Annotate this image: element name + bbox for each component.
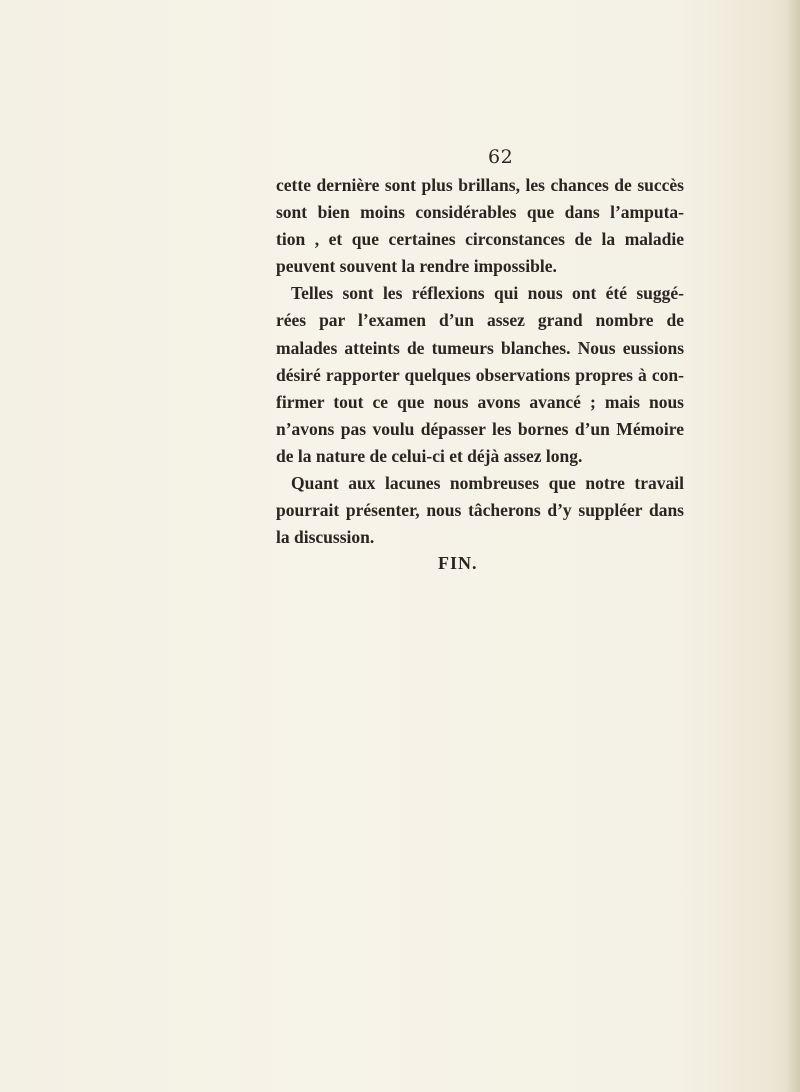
text-line: pourrait présenter, nous tâcherons d’y suppléer dans xyxy=(276,500,684,521)
text-line: tion , et que certaines circonstances de la maladie xyxy=(276,229,684,250)
text-line: malades atteints de tumeurs blanches. Nous eussions xyxy=(276,337,684,358)
page-number: 62 xyxy=(488,146,514,168)
body-text xyxy=(276,172,684,551)
closing-fin: FIN. xyxy=(438,553,478,573)
text-line: la discussion. xyxy=(276,527,375,548)
page-edge-shadow xyxy=(786,0,800,1092)
text-line: peuvent souvent la rendre impossible. xyxy=(276,256,557,277)
text-line: Quant aux lacunes nombreuses que notre travail xyxy=(291,473,684,494)
text-line: sont bien moins considérables que dans l’amputa- xyxy=(276,202,684,223)
text-line: firmer tout ce que nous avons avancé ; mais nous xyxy=(276,391,684,412)
text-line: de la nature de celui-ci et déjà assez long. xyxy=(276,445,583,466)
text-line: rées par l’examen d’un assez grand nombre de xyxy=(276,310,684,331)
text-line: Telles sont les réflexions qui nous ont été suggé- xyxy=(291,283,684,304)
text-line: cette dernière sont plus brillans, les chances de succès xyxy=(276,175,684,195)
text-line: désiré rapporter quelques observations propres à con- xyxy=(276,364,684,385)
text-line: n’avons pas voulu dépasser les bornes d’un Mémoire xyxy=(276,418,684,439)
